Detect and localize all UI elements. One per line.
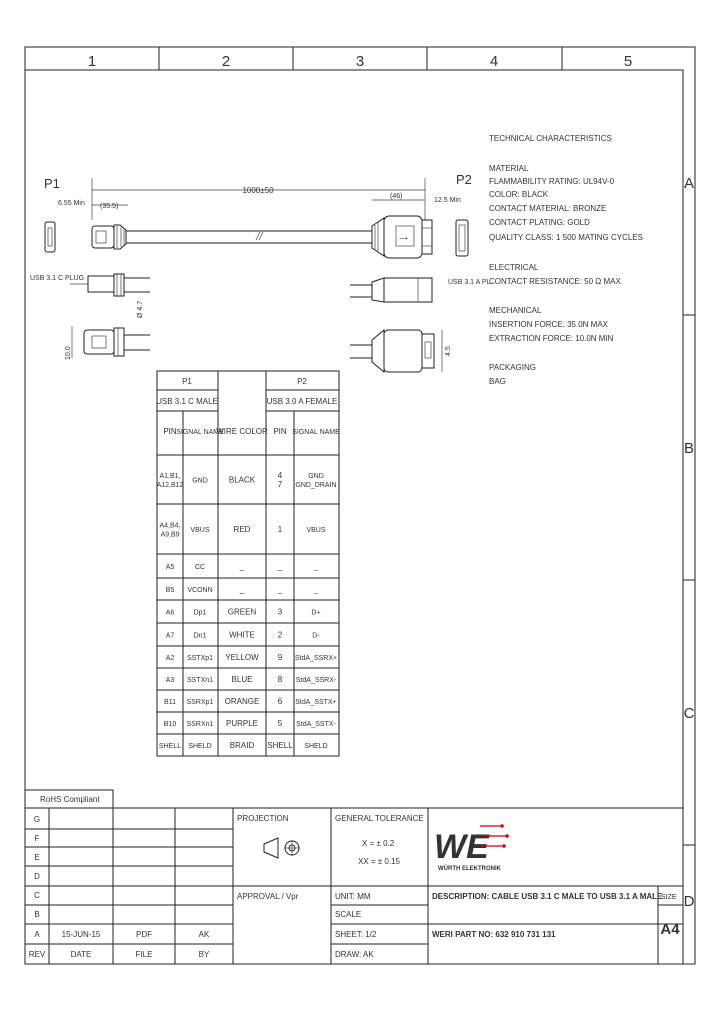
svg-text:⟶: ⟶ (399, 236, 408, 242)
pin-cell-p2sig: _ (314, 587, 318, 594)
pin-cell-p1sig: SSTXp1 (186, 655, 214, 662)
pin-cell-p2sig: SHELD (304, 743, 328, 750)
pin-cell-p2sig: StdA_SSTX+ (295, 699, 337, 706)
dim-side-b: 10.0 (65, 346, 72, 360)
material-line: CONTACT PLATING: GOLD (489, 218, 590, 227)
pin-cell-p1pin: B5 (165, 587, 175, 594)
row-label: D (683, 893, 695, 910)
description: DESCRIPTION: CABLE USB 3.1 C MALE TO USB 3.1 A MALE (432, 892, 663, 901)
pin-table (156, 371, 340, 756)
pin-cell-p2pin: 4 (277, 471, 283, 480)
tolerance-xx: XX = ± 0.15 (358, 857, 400, 866)
pin-cell-wire: _ (239, 562, 245, 571)
p1-signal-header: SIGNAL NAME (176, 429, 224, 436)
projection-label: PROJECTION (237, 814, 289, 823)
p1-connector-top (92, 225, 126, 249)
row-label: C (683, 705, 695, 722)
column-label: 5 (623, 53, 633, 70)
p2-name: USB 3.1 A PL (448, 279, 491, 286)
by-header: BY (198, 950, 210, 959)
rohs-label: RoHS Compliant (40, 795, 100, 804)
pin-cell-p2pin: 9 (277, 653, 283, 662)
dim-side-a: Ø 4.7 (137, 300, 144, 318)
pin-cell-p2sig: StdA_SSRX+ (294, 655, 338, 662)
pin-cell-p1pin: B11 (164, 699, 176, 706)
p2-label: P2 (456, 172, 472, 187)
wurth-logo (434, 824, 509, 872)
pin-cell-wire: WHITE (229, 630, 255, 640)
pin-cell-p1pin: A5 (165, 564, 175, 571)
pin-cell-p2pin: SHELL (267, 741, 293, 750)
column-label: 4 (489, 53, 499, 70)
pin-cell-wire: BLACK (228, 475, 256, 485)
pin-cell-p1pin: SHELL (158, 743, 182, 750)
pin-cell-p2sig: D+ (311, 609, 321, 617)
p1-subheader: USB 3.1 C MALE (156, 397, 218, 406)
pin-cell-p1sig: VBUS (190, 527, 210, 534)
p1-pin-header: PIN (163, 427, 177, 436)
pin-cell-p1sig: SSRXp1 (186, 699, 214, 706)
wire-color-header: WIRE COLOR (216, 427, 268, 436)
date-header: DATE (70, 950, 92, 959)
p1-bottom-view (65, 326, 150, 360)
sheet-label: SHEET: 1/2 (335, 930, 377, 939)
rev-letter: G (33, 815, 41, 824)
p2-side-view (350, 278, 491, 302)
pin-cell-p2pin: _ (277, 562, 283, 571)
pin-cell-wire: _ (239, 585, 245, 594)
pin-cell-p1sig: SHELD (188, 743, 212, 750)
material-line: COLOR: BLACK (489, 190, 549, 199)
drawn-label: DRAW: AK (335, 950, 374, 959)
p2-connector-top (372, 216, 432, 258)
general-tolerance-label: GENERAL TOLERANCE (335, 814, 424, 823)
p1-header: P1 (182, 377, 192, 386)
pin-cell-p1pin: A1,B1, (159, 473, 181, 480)
pin-cell-p1sig: Dn1 (193, 632, 207, 640)
pin-cell-p1sig: VCONN (187, 587, 213, 594)
dim-right-b: 12.5 Min (434, 197, 461, 204)
p1-label: P1 (44, 176, 60, 191)
cable-drawing (30, 172, 491, 372)
material-line: FLAMMABILITY RATING: UL94V-0 (489, 177, 615, 186)
pin-cell-p1pin: A9,B9 (160, 531, 180, 539)
column-label: 2 (221, 53, 231, 70)
p2-signal-header: SIGNAL NAME (292, 429, 340, 436)
size-label: SIZE (661, 894, 677, 901)
column-label: 1 (87, 53, 97, 70)
rev-letter: D (34, 872, 40, 881)
rev-a-date: 15-JUN-15 (61, 930, 101, 939)
packaging-line: BAG (489, 377, 506, 386)
unit-label: UNIT: MM (335, 892, 371, 901)
technical-characteristics (489, 134, 643, 386)
pin-cell-wire: BRAID (229, 741, 255, 750)
material-line: QUALITY CLASS: 1 500 MATING CYCLES (489, 233, 643, 242)
rev-a-file: PDF (136, 930, 152, 939)
pin-cell-p2sig: D- (312, 632, 320, 640)
p2-bottom-view (350, 330, 452, 372)
pin-table-rows (157, 471, 338, 750)
pin-cell-p1pin: A2 (165, 655, 175, 662)
p2-header: P2 (297, 377, 307, 386)
pin-cell-p2pin: 3 (277, 607, 283, 617)
pin-cell-p2pin: 8 (277, 675, 283, 684)
we-logo-mark: WE (434, 828, 489, 866)
tech-title: TECHNICAL CHARACTERISTICS (489, 134, 612, 143)
approval-label: APPROVAL / Vpr (237, 892, 299, 901)
p1-front-view (45, 222, 55, 252)
pin-cell-p2pin: 7 (277, 480, 283, 489)
pin-cell-p2pin: _ (277, 585, 283, 594)
pin-cell-p1sig: Dp1 (193, 609, 207, 617)
pin-cell-p2sig: GND (308, 473, 324, 480)
pin-cell-p2sig: _ (314, 564, 318, 571)
dim-p2-side: 4.5 (445, 346, 452, 356)
part-number: WERI PART NO: 632 910 731 131 (432, 930, 556, 939)
row-markers (683, 175, 695, 910)
pin-cell-p2sig: GND_DRAIN (295, 482, 337, 489)
electrical-line: CONTACT RESISTANCE: 50 Ω MAX (489, 277, 621, 286)
dim-right-a: (46) (390, 193, 403, 200)
p1-name: USB 3.1 C PLUG (30, 275, 85, 282)
rev-letter: C (34, 891, 40, 900)
dim-left-b: (35.5) (100, 203, 119, 210)
pin-cell-p2pin: 2 (277, 630, 283, 640)
rev-letter: F (34, 834, 40, 843)
rev-letter: A (34, 930, 40, 939)
file-header: FILE (135, 950, 153, 959)
pin-cell-wire: YELLOW (225, 653, 259, 662)
rev-letter: B (34, 910, 40, 919)
pin-cell-p2sig: StdA_SSTX- (296, 721, 336, 728)
p2-front-view (456, 220, 468, 256)
rev-letter: E (34, 853, 40, 862)
size-value: A4 (660, 921, 680, 938)
length-dimension: 1000±50 (242, 186, 274, 195)
pin-cell-p2sig: VBUS (306, 527, 326, 534)
electrical-title: ELECTRICAL (489, 263, 539, 272)
pin-cell-p2pin: 6 (277, 697, 283, 706)
pin-cell-wire: PURPLE (225, 719, 259, 728)
pin-cell-p1sig: SSTXn1 (186, 677, 214, 684)
projection-symbol (264, 838, 300, 858)
pin-cell-p2pin: 1 (277, 525, 283, 534)
pin-cell-p1pin: A12,B12 (156, 482, 184, 489)
pin-cell-p1pin: A7 (165, 632, 175, 640)
tolerance-x: X = ± 0.2 (362, 839, 395, 848)
rev-header: REV (28, 950, 46, 959)
dim-left-a: 6.55 Min (58, 200, 85, 207)
material-line: CONTACT MATERIAL: BRONZE (489, 204, 607, 213)
pin-cell-p1sig: CC (194, 564, 206, 571)
mechanical-line: EXTRACTION FORCE: 10.0N MIN (489, 334, 614, 343)
pin-cell-p1sig: SSRXn1 (186, 721, 214, 728)
title-block (25, 790, 683, 964)
pin-cell-p2pin: 5 (277, 719, 283, 728)
p2-subheader: USB 3.0 A FEMALE (266, 397, 338, 406)
pin-cell-p1pin: A4,B4, (159, 522, 181, 530)
row-label: A (683, 175, 695, 192)
material-title: MATERIAL (489, 164, 529, 173)
scale-label: SCALE (335, 910, 362, 919)
brand-name: WÜRTH ELEKTRONIK (438, 866, 501, 872)
pin-cell-p1pin: B10 (163, 721, 177, 728)
p2-pin-header: PIN (273, 427, 287, 436)
mechanical-line: INSERTION FORCE: 35.0N MAX (489, 320, 608, 329)
pin-cell-wire: ORANGE (224, 697, 260, 706)
packaging-title: PACKAGING (489, 363, 536, 372)
row-label: B (683, 440, 695, 457)
pin-cell-p1pin: A6 (165, 609, 175, 617)
rev-a-by: AK (198, 930, 210, 939)
pin-cell-p1sig: GND (192, 477, 208, 485)
pin-cell-wire: GREEN (227, 607, 257, 617)
pin-cell-p1pin: A3 (165, 677, 175, 684)
pin-cell-wire: BLUE (231, 675, 253, 684)
column-header (88, 47, 632, 70)
mechanical-title: MECHANICAL (489, 306, 542, 315)
pin-cell-p2sig: StdA_SSRX- (295, 677, 337, 684)
pin-cell-wire: RED (233, 525, 251, 534)
column-label: 3 (355, 53, 365, 70)
